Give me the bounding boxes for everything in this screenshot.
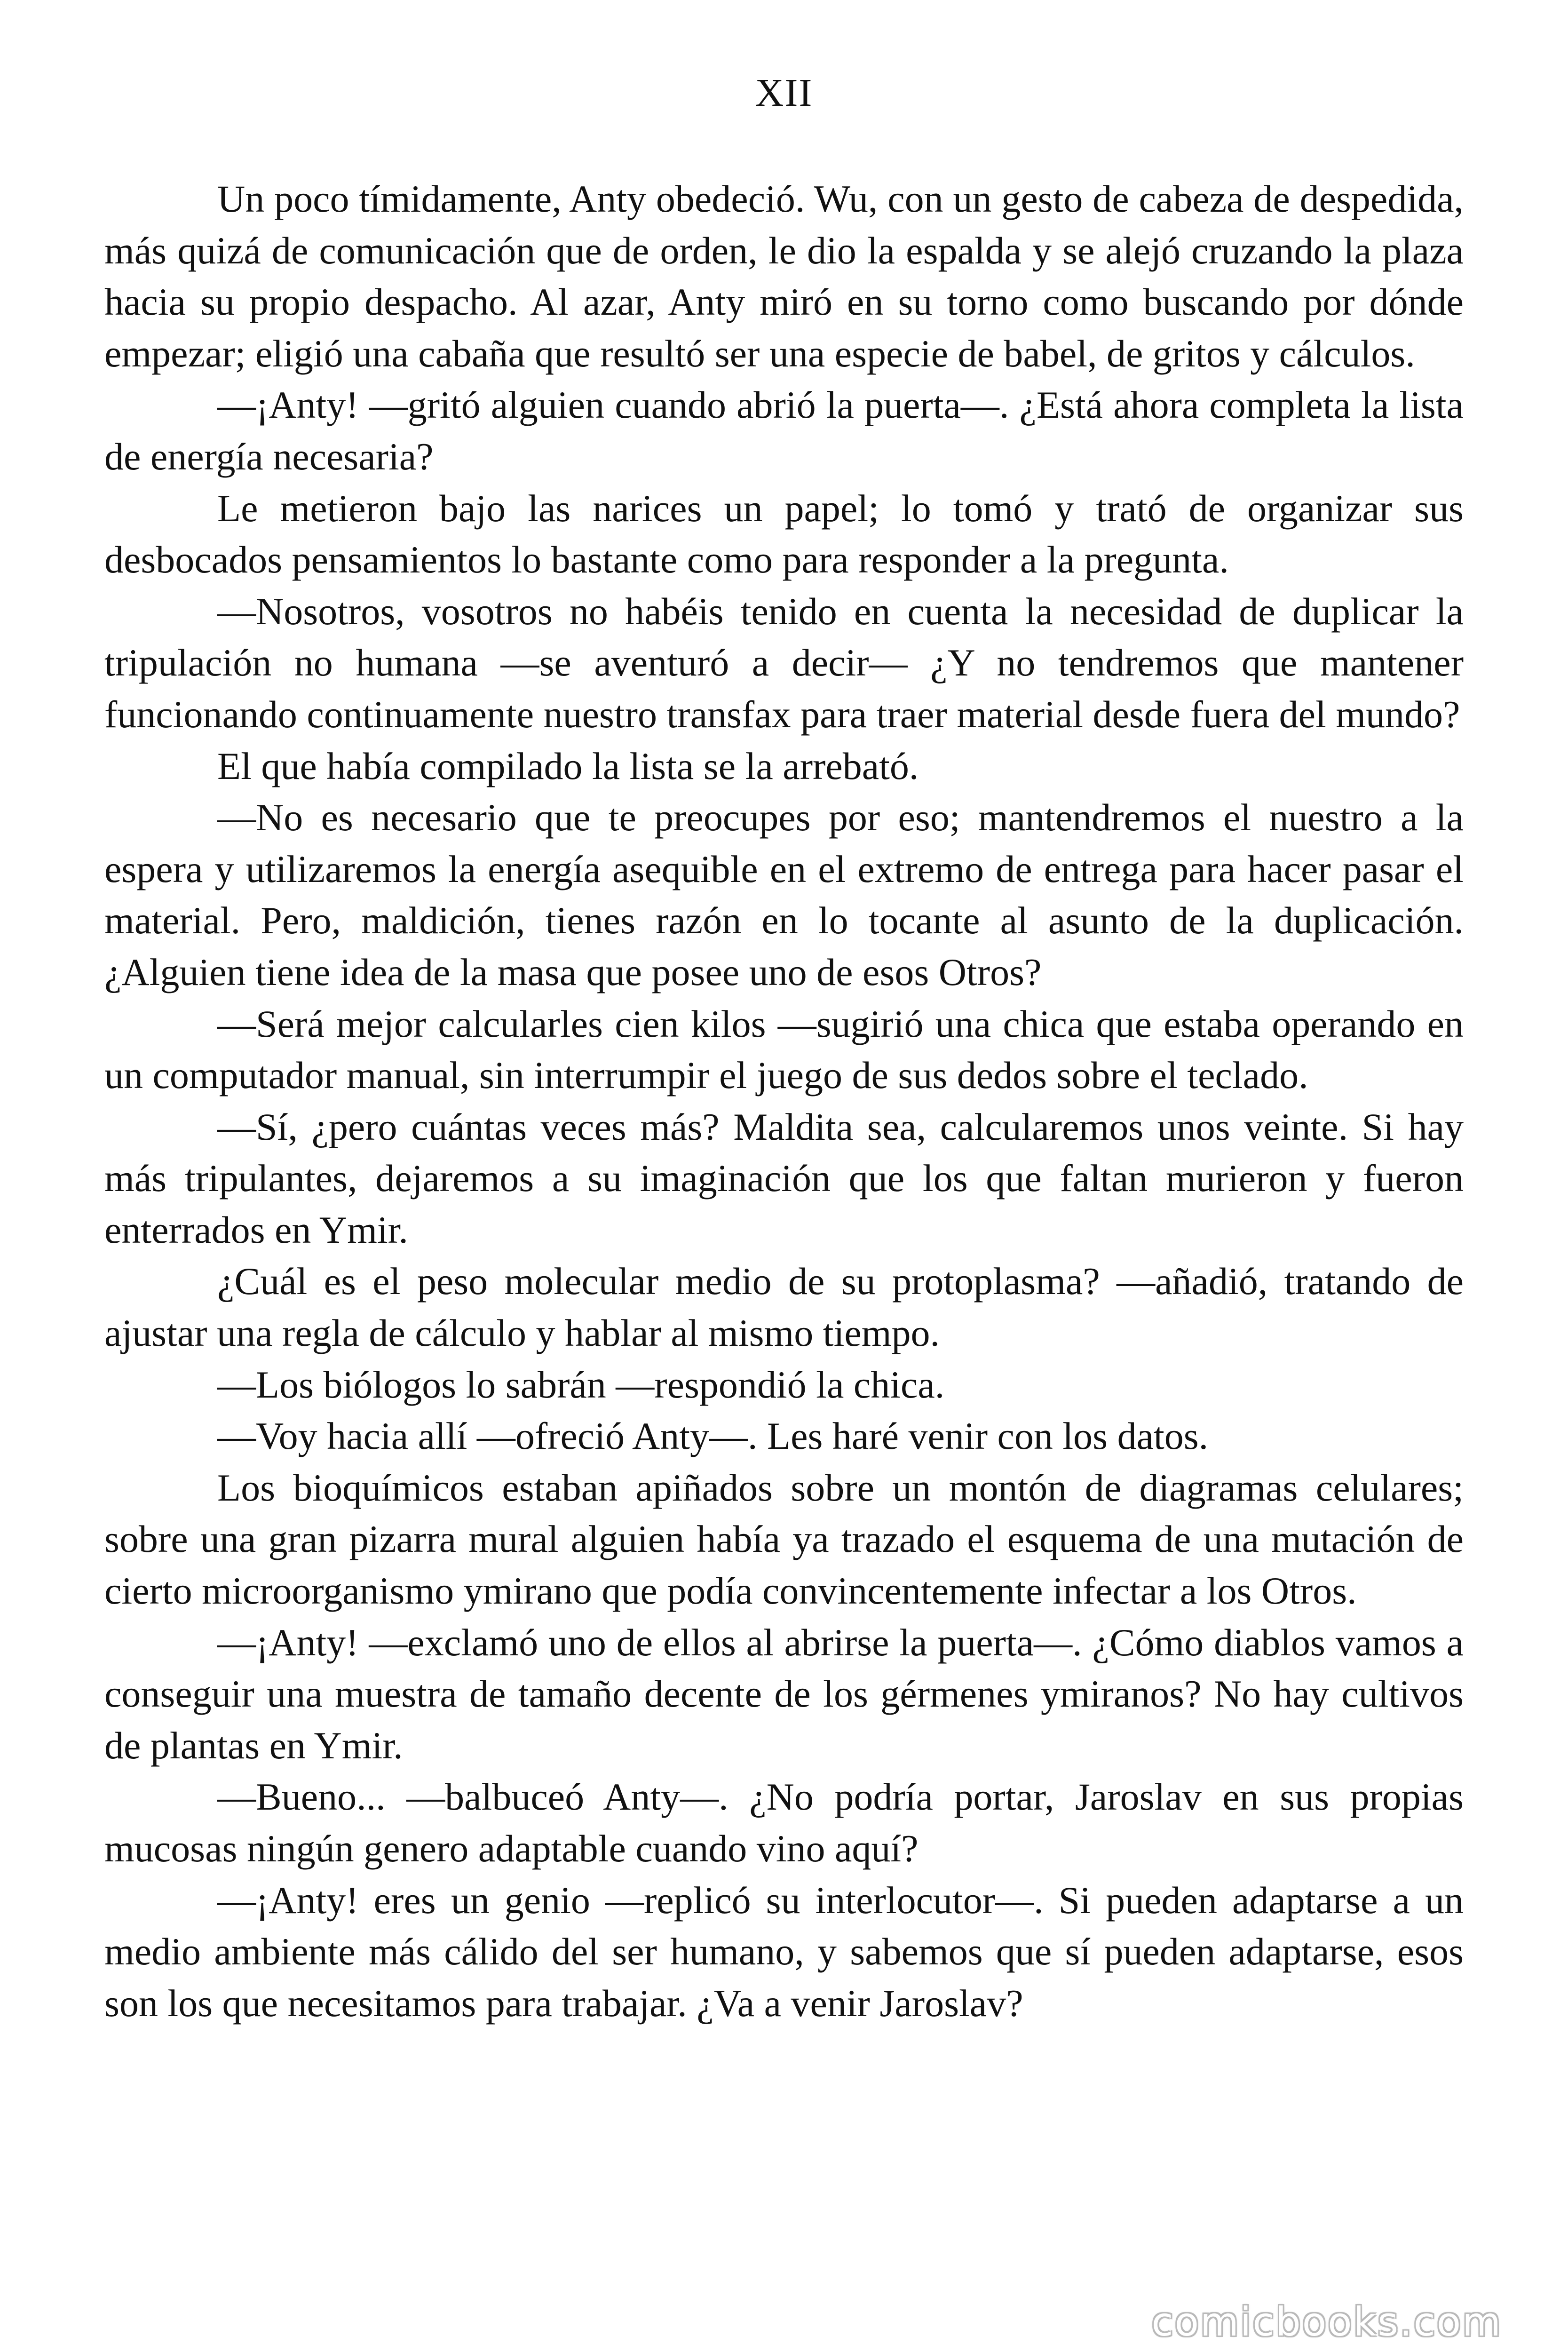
paragraph: —Sí, ¿pero cuántas veces más? Maldita sea, calcularemos unos veinte. Si hay más tripulantes, dejaremos a su imaginación que los que faltan murieron y fueron enterrados en Ymir.: [104, 1105, 1464, 1251]
watermark: comicbooks.com: [1151, 2299, 1502, 2345]
paragraph: —¡Anty! —gritó alguien cuando abrió la puerta—. ¿Está ahora completa la lista de energía necesaria?: [104, 383, 1464, 478]
paragraph: —Bueno... —balbuceó Anty—. ¿No podría portar, Jaroslav en sus propias mucosas ningún genero adaptable cuando vino aquí?: [104, 1775, 1464, 1870]
chapter-heading: XII: [755, 71, 813, 115]
paragraph: —¡Anty! eres un genio —replicó su interlocutor—. Si pueden adaptarse a un medio ambiente más cálido del ser humano, y sabemos que sí pueden adaptarse, esos son los que necesitamos para trabajar. ¿Va a venir Jaroslav?: [104, 1878, 1464, 2025]
body-text: [104, 173, 1464, 2029]
paragraph: —No es necesario que te preocupes por eso; mantendremos el nuestro a la espera y utilizaremos la energía asequible en el extremo de entrega para hacer pasar el material. Pero, maldición, tienes razón en lo tocante al asunto de la duplicación. ¿Alguien tiene idea de la masa que posee uno de esos Otros?: [104, 796, 1464, 993]
paragraph: Le metieron bajo las narices un papel; lo tomó y trató de organizar sus desbocados pensamientos lo bastante como para responder a la pregunta.: [104, 486, 1464, 581]
paragraph: —Será mejor calcularles cien kilos —sugirió una chica que estaba operando en un computador manual, sin interrumpir el juego de sus dedos sobre el teclado.: [104, 1002, 1464, 1097]
paragraph: Un poco tímidamente, Anty obedeció. Wu, con un gesto de cabeza de despedida, más quizá de comunicación que de orden, le dio la espalda y se alejó cruzando la plaza hacia su propio despacho. Al azar, Anty miró en su torno como buscando por dónde empezar; eligió una cabaña que resultó ser una especie de babel, de gritos y cálculos.: [104, 177, 1464, 375]
paragraph: —¡Anty! —exclamó uno de ellos al abrirse la puerta—. ¿Cómo diablos vamos a conseguir una muestra de tamaño decente de los gérmenes ymiranos? No hay cultivos de plantas en Ymir.: [104, 1621, 1464, 1767]
paragraph: ¿Cuál es el peso molecular medio de su protoplasma? —añadió, tratando de ajustar una regla de cálculo y hablar al mismo tiempo.: [104, 1260, 1464, 1355]
paragraph: —Nosotros, vosotros no habéis tenido en cuenta la necesidad de duplicar la tripulación no humana —se aventuró a decir— ¿Y no tendremos que mantener funcionando continuamente nuestro transfax para traer material desde fuera del mundo?: [104, 589, 1464, 736]
paragraph: El que había compilado la lista se la arrebató.: [217, 744, 919, 787]
paragraph: —Voy hacia allí —ofreció Anty—. Les haré venir con los datos.: [217, 1414, 1209, 1458]
paragraph: —Los biólogos lo sabrán —respondió la chica.: [217, 1363, 945, 1406]
paragraph: Los bioquímicos estaban apiñados sobre un montón de diagramas celulares; sobre una gran pizarra mural alguien había ya trazado el esquema de una mutación de cierto microorganismo ymirano que podía convincentemente infectar a los Otros.: [104, 1466, 1464, 1613]
